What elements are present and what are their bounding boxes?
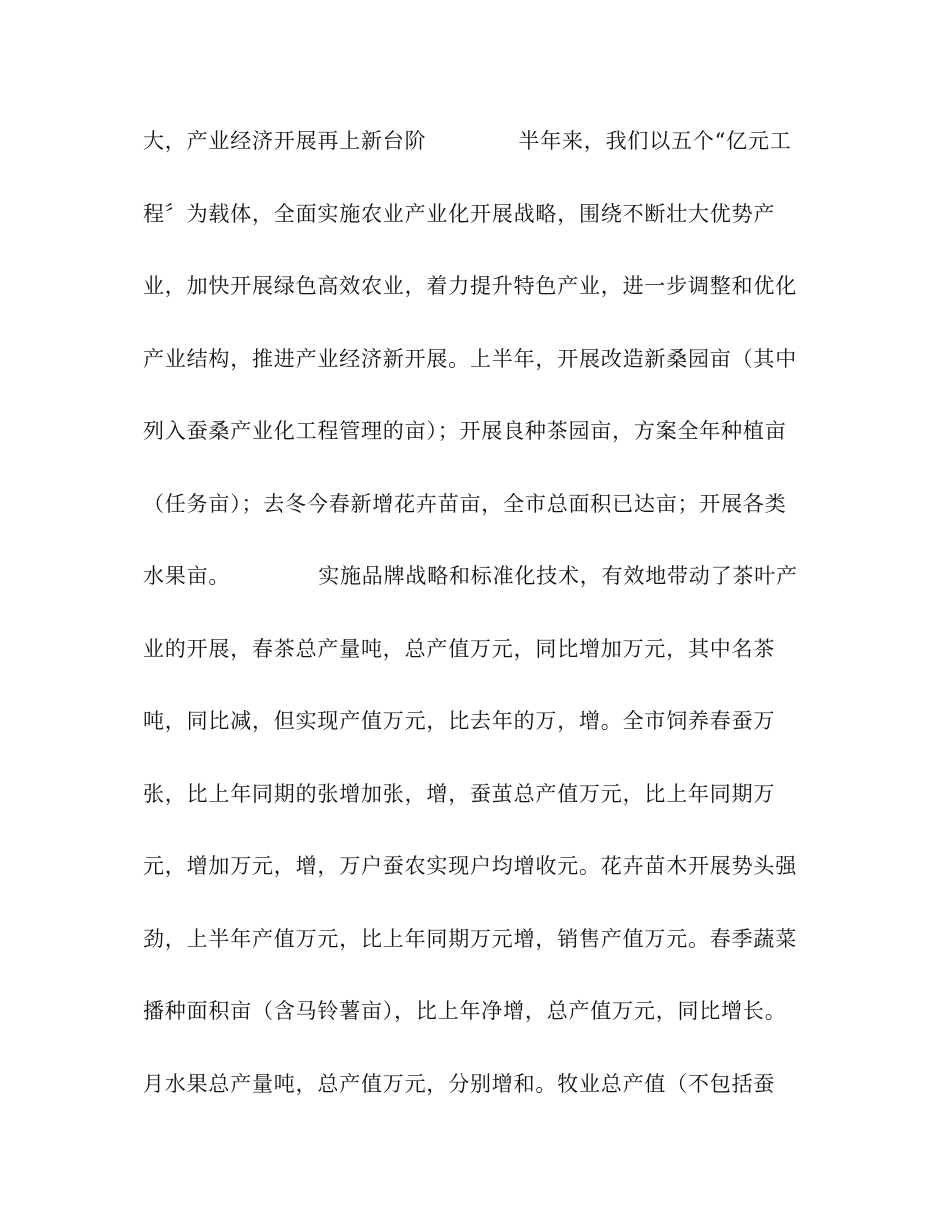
text-line: 吨，同比减，但实现产值万元，比去年的万，增。全市饲养春蚕万	[143, 709, 776, 733]
text-line: 产业结构，推进产业经济新开展。上半年，开展改造新桑园亩（其中	[143, 346, 797, 371]
text-segment: 半年来，我们以五个“亿元工	[518, 129, 792, 153]
body-text	[143, 119, 823, 1134]
text-line: 程〞为载体，全面实施农业产业化开展战略，围绕不断壮大优势产	[143, 201, 776, 226]
text-line: 播种面积亩（含马铃薯亩），比上年净增，总产值万元，同比增长。	[143, 999, 787, 1023]
text-line: 列入蚕桑产业化工程管理的亩）；开展良种茶园亩，方案全年种植亩	[143, 419, 787, 443]
text-line: 元，增加万元，增，万户蚕农实现户均增收元。花卉苗木开展势头强	[143, 854, 797, 878]
text-line: （任务亩）；去冬今春新增花卉苗亩，全市总面积已达亩；开展各类	[143, 491, 787, 516]
text-line: 张，比上年同期的张增加张，增，蚕茧总产值万元，比上年同期万	[143, 781, 776, 806]
text-line: 月水果总产量吨，总产值万元，分别增和。牧业总产值（不包括蚕	[143, 1071, 776, 1096]
text-line: 业，加快开展绿色高效农业，着力提升特色产业，进一步调整和优化	[143, 274, 797, 298]
text-segment: 大，产业经济开展再上新台阶	[143, 129, 427, 153]
text-line	[143, 554, 823, 627]
text-line: 劲，上半年产值万元，比上年同期万元增，销售产值万元。春季蔬菜	[143, 926, 797, 951]
text-segment: 水果亩。	[143, 564, 231, 588]
text-line	[143, 119, 823, 192]
text-segment: 实施品牌战略和标准化技术，有效地带动了茶叶产	[318, 564, 798, 588]
text-line: 业的开展，春茶总产量吨，总产值万元，同比增加万元，其中名茶	[143, 636, 776, 661]
